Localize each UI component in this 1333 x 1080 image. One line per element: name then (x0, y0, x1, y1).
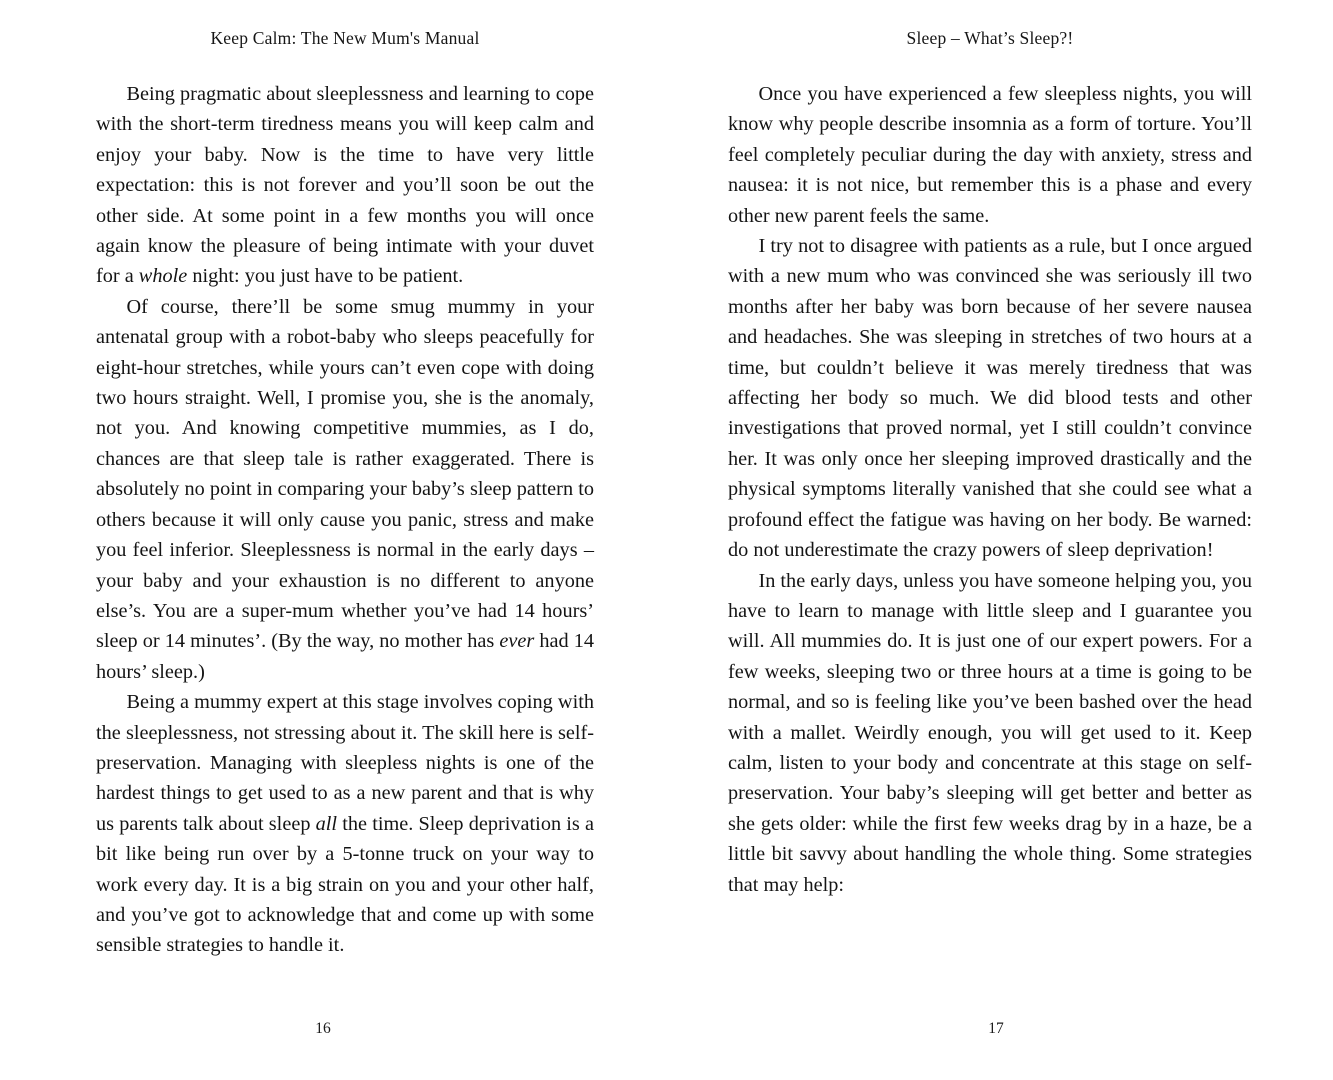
left-page (0, 0, 666, 1080)
paragraph: Being pragmatic about sleeplessness and learning to cope with the short-term tiredness means you will keep calm and enjoy your baby. Now is the time to have very little expectation: this is not forever and you’ll soon be out the other side. At some point in a few months you will once again know the pleasure of being intimate with your duvet for a whole night: you just have to be patient. (96, 83, 594, 288)
right-running-head: Sleep – What’s Sleep?! (906, 28, 1074, 48)
paragraph: In the early days, unless you have someone helping you, you have to learn to manage with little sleep and I guarantee you will. All mummies do. It is just one of our expert powers. For a few weeks, sleeping two or three hours at a time is going to be normal, and so is feeling like you’ve been bashed over the head with a mallet. Weirdly enough, you will get used to it. Keep calm, listen to your body and concentrate at this stage on self-preservation. Your baby’s sleeping will get better and better as she gets older: while the first few weeks drag by in a haze, be a little bit savvy about handling the whole thing. Some strategies that may help: (728, 569, 1252, 896)
paragraph: Of course, there’ll be some smug mummy in your antenatal group with a robot-baby who sleeps peacefully for eight-hour stretches, while yours can’t even cope with doing two hours straight. Well, I promise you, she is the anomaly, not you. And knowing competitive mummies, as I do, chances are that sleep tale is rather exaggerated. There is absolutely no point in comparing your baby’s sleep pattern to others because it will only cause you panic, stress and make you feel inferior. Sleeplessness is normal in the early days – your baby and your exhaustion is no different to anyone else’s. You are a super-mum whether you’ve had 14 hours’ sleep or 14 minutes’. (By the way, no mother has ever had 14 hours’ sleep.) (96, 295, 594, 683)
right-page (666, 0, 1332, 1080)
right-page-body (728, 79, 1252, 900)
right-page-number: 17 (988, 1020, 1004, 1037)
left-page-number: 16 (315, 1020, 331, 1037)
paragraph: Being a mummy expert at this stage involves coping with the sleeplessness, not stressing about it. The skill here is self-preservation. Managing with sleepless nights is one of the hardest things to get used to as a new parent and that is why us parents talk about sleep all the time. Sleep deprivation is a bit like being run over by a 5-tonne truck on your way to work every day. It is a big strain on you and your other half, and you’ve got to acknowledge that and come up with some sensible strategies to handle it. (96, 691, 594, 957)
paragraph: Once you have experienced a few sleepless nights, you will know why people describe insomnia as a form of torture. You’ll feel completely peculiar during the day with anxiety, stress and nausea: it is not nice, but remember this is a phase and every other new parent feels the same. (728, 83, 1252, 227)
left-running-head: Keep Calm: The New Mum's Manual (210, 28, 480, 48)
left-page-body (96, 79, 594, 961)
paragraph: I try not to disagree with patients as a rule, but I once argued with a new mum who was convinced she was seriously ill two months after her baby was born because of her severe nausea and headaches. She was sleeping in stretches of two hours at a time, but couldn’t believe it was merely tiredness that was affecting her body so much. We did blood tests and other investigations that proved normal, yet I still couldn’t convince her. It was only once her sleeping improved drastically and the physical symptoms literally vanished that she could see what a profound effect the fatigue was having on her body. Be warned: do not underestimate the crazy powers of sleep deprivation! (728, 235, 1252, 562)
